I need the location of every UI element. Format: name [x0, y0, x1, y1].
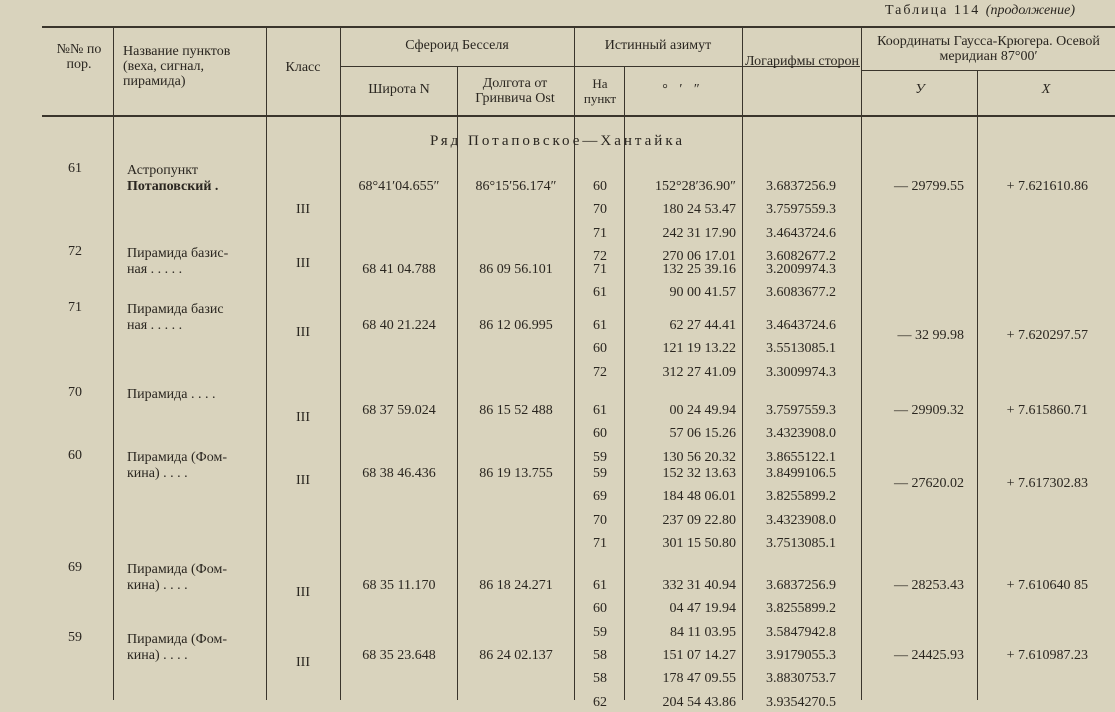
obs-log-side: 3.5513085.1 — [766, 341, 836, 357]
obs-log-side: 3.2009974.3 — [766, 262, 836, 277]
obs-azimuth: 237 09 22.80 — [662, 512, 736, 528]
obs-to-point: 60 — [593, 426, 607, 442]
station-coord-y: — 29909.32 — [894, 403, 964, 418]
obs-to-point: 60 — [593, 341, 607, 357]
station-coord-y: — 27620.02 — [894, 476, 964, 491]
station-class: III — [296, 325, 310, 341]
obs-to-point: 61 — [593, 578, 607, 593]
header-log: Логарифмы сторон — [744, 54, 860, 69]
station-number: 72 — [68, 244, 82, 259]
col-line — [861, 26, 862, 700]
station-longitude: 86°15′56.174″ — [475, 179, 557, 194]
obs-to-point: 59 — [593, 624, 607, 640]
obs-log-side: 3.4323908.0 — [766, 512, 836, 528]
obs-azimuth: 242 31 17.90 — [662, 225, 736, 241]
obs-azimuth: 57 06 15.26 — [669, 426, 736, 442]
obs-azimuth: 132 25 39.16 — [662, 262, 736, 277]
station-latitude: 68°41′04.655″ — [358, 179, 440, 194]
obs-azimuth: 62 27 44.41 — [669, 318, 736, 333]
station-coord-x: + 7.621610.86 — [1006, 179, 1088, 194]
obs-azimuth: 152°28′36.90″ — [655, 179, 736, 194]
station-latitude: 68 40 21.224 — [362, 318, 436, 333]
station-name-line1: Пирамида базис- — [127, 246, 229, 261]
obs-log-side: 3.6837256.9 — [766, 578, 836, 593]
station-coord-y: — 24425.93 — [894, 648, 964, 663]
obs-to-point: 70 — [593, 512, 607, 528]
obs-log-side: 3.4643724.6 — [766, 318, 836, 333]
station-number: 61 — [68, 161, 82, 176]
obs-to-point: 59 — [593, 466, 607, 481]
obs-azimuth: 184 48 06.01 — [662, 489, 736, 505]
station-coord-x: + 7.610640 85 — [1006, 578, 1088, 593]
obs-log-side: 3.4323908.0 — [766, 426, 836, 442]
header-top-rule — [42, 26, 1115, 28]
station-coord-y: — 29799.55 — [894, 179, 964, 194]
obs-to-point: 58 — [593, 671, 607, 687]
col-line — [266, 26, 267, 700]
station-number: 71 — [68, 300, 82, 315]
obs-log-side: 3.9179055.3 — [766, 648, 836, 663]
col-line — [977, 70, 978, 700]
col-line — [624, 66, 625, 700]
station-name-line1: Астропункт — [127, 163, 198, 178]
obs-azimuth: 180 24 53.47 — [662, 202, 736, 218]
obs-log-side: 3.7513085.1 — [766, 535, 836, 551]
obs-log-side: 3.6083677.2 — [766, 285, 836, 301]
station-coord-y: — 28253.43 — [894, 578, 964, 593]
obs-azimuth: 90 00 41.57 — [669, 285, 736, 301]
obs-log-side: 3.4643724.6 — [766, 225, 836, 241]
obs-to-point: 71 — [593, 262, 607, 277]
obs-azimuth: 152 32 13.63 — [662, 466, 736, 481]
obs-log-side: 3.6082677.2 — [766, 248, 836, 264]
obs-log-side: 3.8499106.5 — [766, 466, 836, 481]
station-number: 70 — [68, 385, 82, 400]
station-longitude: 86 15 52 488 — [479, 403, 553, 418]
obs-log-side: 3.7597559.3 — [766, 202, 836, 218]
station-name-line2: ная . . . . . — [127, 262, 183, 277]
header-bottom-rule — [42, 115, 1115, 117]
station-class: III — [296, 410, 310, 426]
obs-azimuth: 332 31 40.94 — [662, 578, 736, 593]
station-longitude: 86 12 06.995 — [479, 318, 553, 333]
header-azimuth: Истинный азимут — [604, 38, 712, 53]
station-name-line1: Пирамида (Фом- — [127, 562, 227, 577]
obs-azimuth: 130 56 20.32 — [662, 449, 736, 465]
station-name-line2: ная . . . . . — [127, 318, 183, 333]
obs-log-side: 3.9354270.5 — [766, 694, 836, 710]
station-name-line2: кина) . . . . — [127, 578, 188, 593]
station-class: III — [296, 473, 310, 489]
obs-to-point: 61 — [593, 403, 607, 418]
obs-azimuth: 204 54 43.86 — [662, 694, 736, 710]
header-num: №№ по пор. — [56, 42, 102, 72]
obs-log-side: 3.8255899.2 — [766, 489, 836, 505]
header-dms: ° ′ ″ — [662, 82, 704, 97]
obs-azimuth: 121 19 13.22 — [662, 341, 736, 357]
obs-azimuth: 312 27 41.09 — [662, 364, 736, 380]
obs-log-side: 3.8255899.2 — [766, 601, 836, 617]
obs-to-point: 59 — [593, 449, 607, 465]
station-number: 60 — [68, 448, 82, 463]
station-coord-y: — 32 99.98 — [897, 328, 964, 343]
station-class: III — [296, 655, 310, 671]
obs-to-point: 61 — [593, 318, 607, 333]
col-line — [457, 66, 458, 700]
obs-azimuth: 301 15 50.80 — [662, 535, 736, 551]
obs-log-side: 3.6837256.9 — [766, 179, 836, 194]
obs-to-point: 61 — [593, 285, 607, 301]
col-line — [340, 26, 341, 700]
obs-to-point: 69 — [593, 489, 607, 505]
station-latitude: 68 35 23.648 — [362, 648, 436, 663]
station-latitude: 68 37 59.024 — [362, 403, 436, 418]
header-lon: Долгота от Гринвича Ost — [475, 76, 555, 106]
obs-log-side: 3.8655122.1 — [766, 449, 836, 465]
header-class: Класс — [285, 60, 321, 75]
station-name-line1: Пирамида . . . . — [127, 387, 216, 402]
obs-to-point: 60 — [593, 601, 607, 617]
station-name-line1: Пирамида (Фом- — [127, 632, 227, 647]
station-longitude: 86 24 02.137 — [479, 648, 553, 663]
station-latitude: 68 35 11.170 — [362, 578, 436, 593]
obs-log-side: 3.7597559.3 — [766, 403, 836, 418]
col-line — [742, 26, 743, 700]
obs-log-side: 3.3009974.3 — [766, 364, 836, 380]
station-coord-x: + 7.620297.57 — [1006, 328, 1088, 343]
obs-to-point: 60 — [593, 179, 607, 194]
obs-log-side: 3.5847942.8 — [766, 624, 836, 640]
station-coord-x: + 7.615860.71 — [1006, 403, 1088, 418]
header-spheroid: Сфероид Бесселя — [405, 38, 509, 53]
obs-to-point: 71 — [593, 535, 607, 551]
header-lat: Широта N — [368, 82, 430, 97]
obs-to-point: 70 — [593, 202, 607, 218]
caption-title: Таблица 114 — [884, 3, 981, 18]
station-latitude: 68 38 46.436 — [362, 466, 436, 481]
obs-azimuth: 00 24 49.94 — [669, 403, 736, 418]
obs-log-side: 3.8830753.7 — [766, 671, 836, 687]
station-coord-x: + 7.610987.23 — [1006, 648, 1088, 663]
station-class: III — [296, 202, 310, 218]
header-coords: Координаты Гаусса-Крюгера. Осевой меридиан 87°00′ — [877, 34, 1100, 64]
obs-azimuth: 270 06 17.01 — [662, 248, 736, 264]
station-longitude: 86 09 56.101 — [479, 262, 553, 277]
obs-to-point: 72 — [593, 248, 607, 264]
station-number: 69 — [68, 560, 82, 575]
header-mid-rule-b — [862, 70, 1115, 71]
header-y: У — [915, 82, 925, 97]
col-line — [113, 26, 114, 700]
table-caption — [885, 3, 1075, 19]
header-to-point: На пункт — [583, 76, 617, 106]
obs-to-point: 72 — [593, 364, 607, 380]
obs-azimuth: 84 11 03.95 — [670, 624, 736, 640]
series-title: Ряд Потаповское—Хантайка — [429, 133, 686, 149]
obs-to-point: 71 — [593, 225, 607, 241]
obs-azimuth: 178 47 09.55 — [662, 671, 736, 687]
station-coord-x: + 7.617302.83 — [1006, 476, 1088, 491]
station-longitude: 86 19 13.755 — [479, 466, 553, 481]
station-name-line2: кина) . . . . — [127, 648, 188, 663]
station-name-line2: кина) . . . . — [127, 466, 188, 481]
header-x: Х — [1041, 82, 1051, 97]
obs-azimuth: 04 47 19.94 — [669, 601, 736, 617]
obs-azimuth: 151 07 14.27 — [662, 648, 736, 663]
station-longitude: 86 18 24.271 — [479, 578, 553, 593]
station-class: III — [296, 256, 310, 271]
caption-sub: (продолжение) — [985, 3, 1075, 18]
station-class: III — [296, 585, 310, 601]
header-name: Название пунктов (веха, сигнал, пирамида) — [123, 44, 231, 89]
station-name-line1: Пирамида (Фом- — [127, 450, 227, 465]
station-latitude: 68 41 04.788 — [362, 262, 436, 277]
obs-to-point: 58 — [593, 648, 607, 663]
station-name-line1: Пирамида базис — [127, 302, 224, 317]
station-name-line2: Потаповский . — [127, 179, 219, 194]
obs-to-point: 62 — [593, 694, 607, 710]
station-number: 59 — [68, 630, 82, 645]
col-line — [574, 26, 575, 700]
